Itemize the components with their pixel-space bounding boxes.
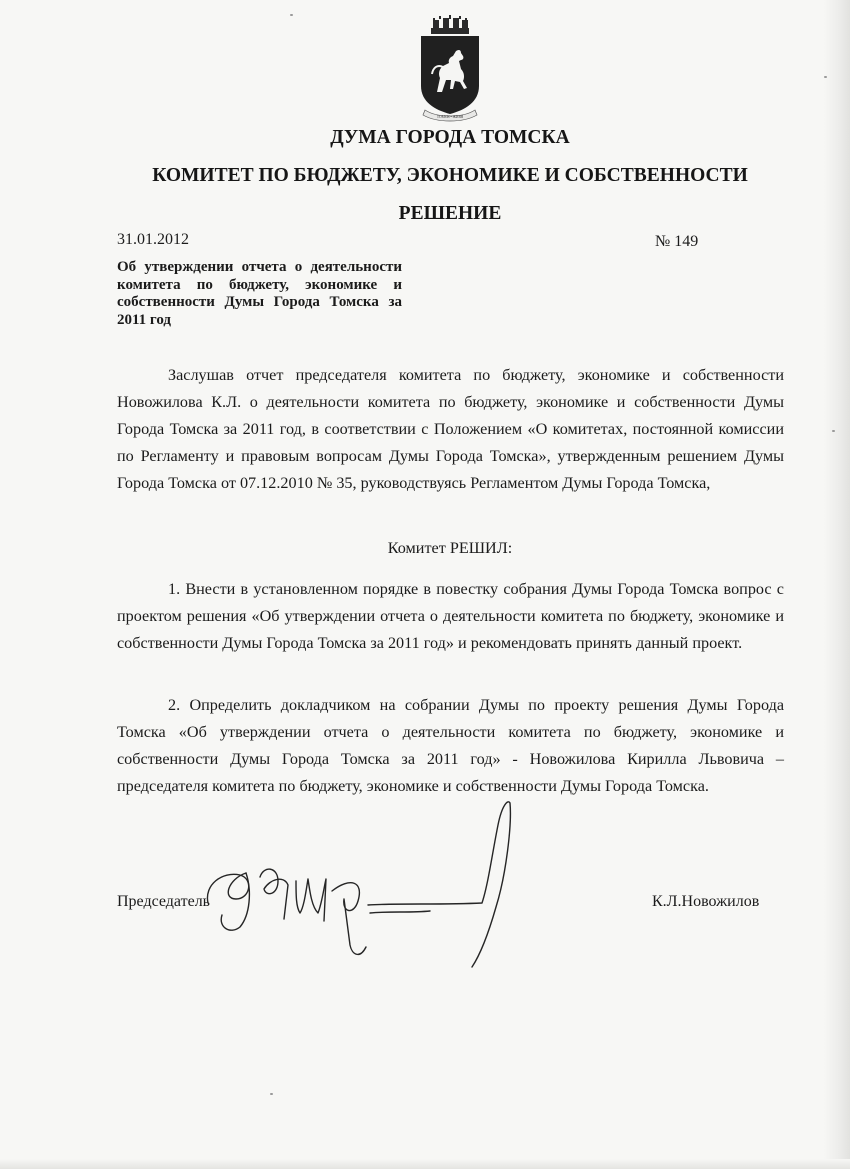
scan-speck bbox=[290, 14, 293, 16]
decision-item-2: 2. Определить докладчиком на собрании Думы по проекту решения Думы Города Томска «Об утверждении отчета о деятельности комитета по бюджету, экономике и собственности Думы Города Томска за 2011 год» - Новожилова Кирилла Львовича – председателя комитета по бюджету, экономике и собственности Думы Города Томска. bbox=[117, 696, 784, 795]
scan-speck bbox=[824, 76, 827, 78]
decision-item-1: 1. Внести в установленном порядке в повестку собрания Думы Города Томска вопрос с проектом решения «Об утверждении отчета о деятельности комитета по бюджету, экономике и собственности Думы Города Томска за 2011 год» и рекомендовать принять данный проект. bbox=[117, 580, 784, 652]
tomsk-coat-of-arms-icon bbox=[415, 14, 485, 124]
preamble-paragraph: Заслушав отчет председателя комитета по бюджету, экономике и собственности Новожилова К.Л. о деятельности комитета по бюджету, экономике и собственности Думы Города Томска за 2011 год, в соответствии с Положением «О комитетах, постоянной комиссии по Регламенту и правовым вопросам Думы Города Томска», утвержденным решением Думы Города Томска от 07.12.2010 № 35, руководствуясь Регламентом Думы Города Томска, bbox=[117, 366, 784, 492]
committee-title: КОМИТЕТ ПО БЮДЖЕТУ, ЭКОНОМИКЕ И СОБСТВЕННОСТИ bbox=[152, 165, 748, 186]
document-date: 31.01.2012 bbox=[117, 231, 189, 248]
crown-icon bbox=[431, 15, 469, 34]
organization-title: ДУМА ГОРОДА ТОМСКА bbox=[330, 127, 570, 148]
decided-label: Комитет РЕШИЛ: bbox=[387, 539, 513, 557]
document-number: № 149 bbox=[655, 233, 699, 250]
handwritten-signature-icon bbox=[200, 795, 530, 970]
signer-role: Председатель bbox=[117, 893, 210, 910]
motto-text: ТОМСК • ЖИВЯ bbox=[436, 115, 464, 119]
scan-speck bbox=[832, 430, 835, 432]
signer-name: К.Л.Новожилов bbox=[652, 893, 760, 910]
paper-edge-bottom bbox=[0, 1159, 850, 1169]
scan-speck bbox=[270, 1093, 273, 1095]
document-type-title: РЕШЕНИЕ bbox=[398, 203, 502, 224]
document-subject: Об утверждении отчета о деятельности комитета по бюджету, экономике и собственности Думы Города Томска за 2011 год bbox=[117, 259, 402, 328]
